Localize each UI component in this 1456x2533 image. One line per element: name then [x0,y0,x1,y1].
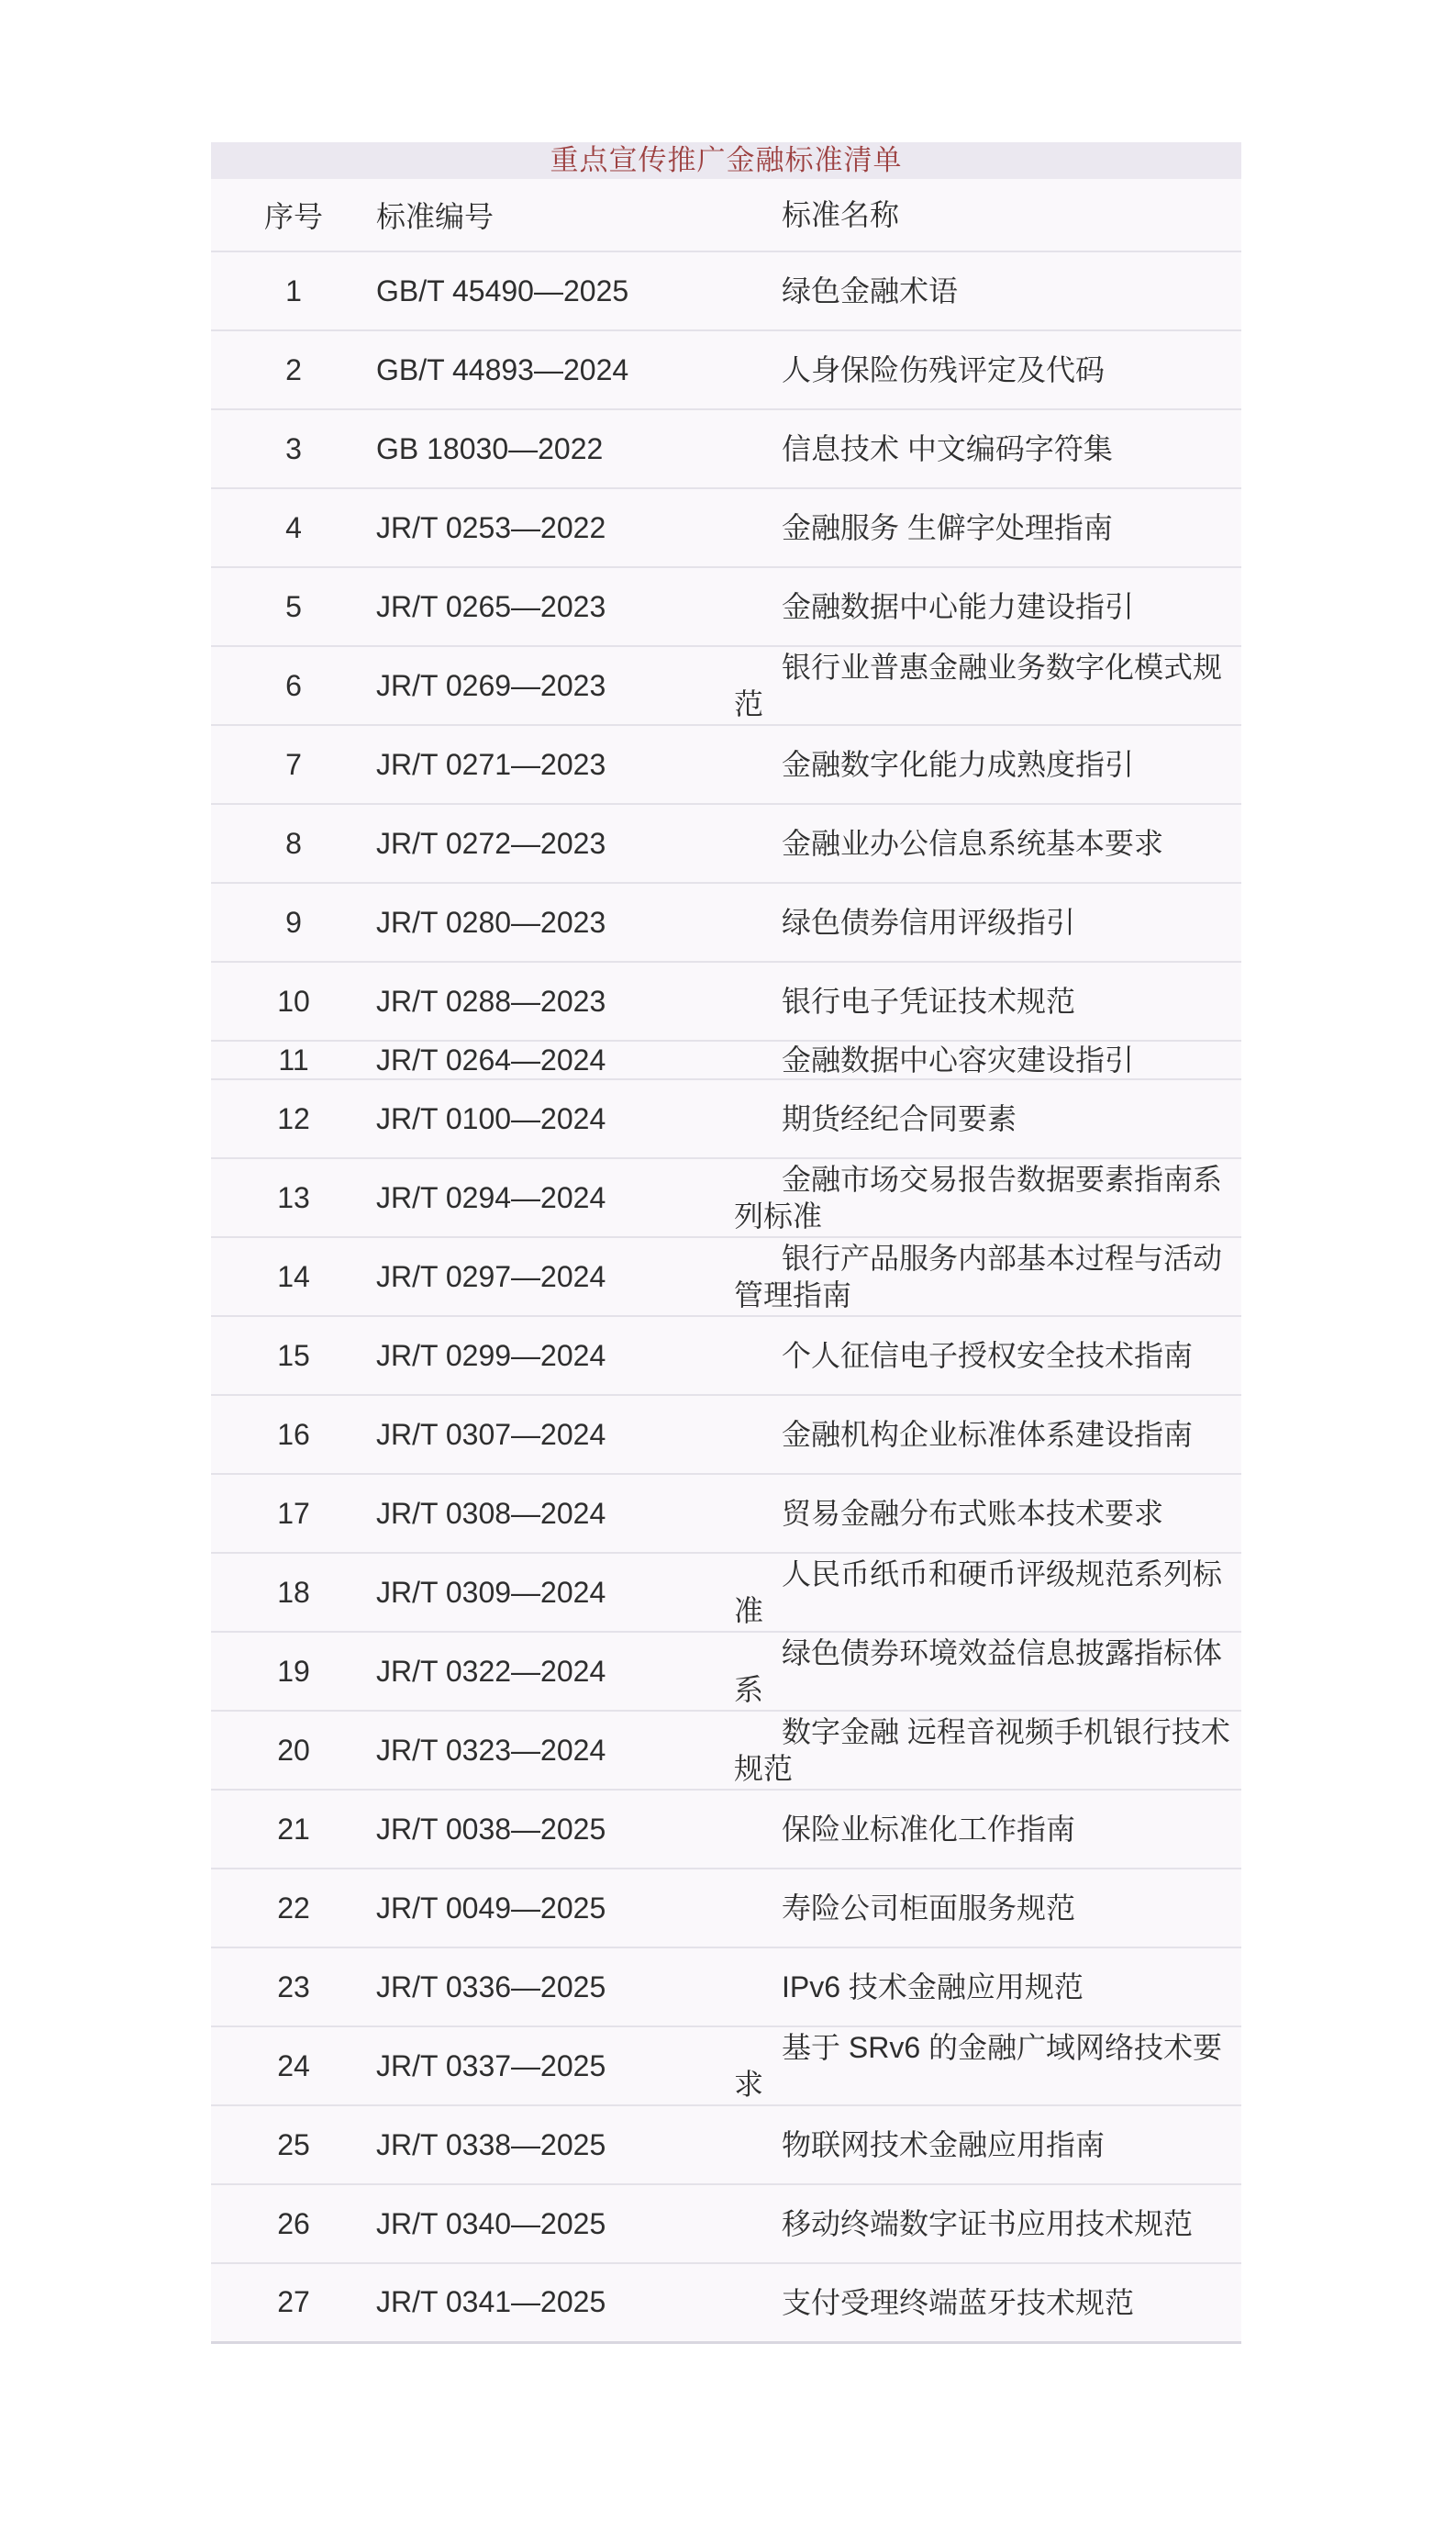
row-name: 物联网技术金融应用指南 [782,2128,1106,2161]
row-serial: 18 [277,1575,310,1609]
row-name: 金融市场交易报告数据要素指南系列标准 [734,1163,1223,1233]
row-code: JR/T 0297—2024 [376,1259,606,1293]
row-code: JR/T 0299—2024 [376,1338,606,1372]
header-code: 标准编号 [376,200,495,233]
table-title: 重点宣传推广金融标准清单 [211,142,1241,179]
row-code: JR/T 0038—2025 [376,1812,606,1846]
row-code: JR/T 0280—2023 [376,905,606,939]
row-code: JR/T 0265—2023 [376,589,606,623]
table-row [211,2105,1241,2184]
row-serial: 17 [277,1496,310,1530]
row-name: 绿色债券信用评级指引 [782,906,1076,939]
table-row [211,1395,1241,1474]
row-serial: 10 [277,984,310,1018]
row-name: 金融数据中心容灾建设指引 [782,1043,1135,1077]
table-row [211,883,1241,962]
row-code: JR/T 0323—2024 [376,1733,606,1767]
row-name: 寿险公司柜面服务规范 [782,1891,1076,1925]
row-code: JR/T 0294—2024 [376,1180,606,1214]
table-row [211,1632,1241,1711]
table-row [211,1947,1241,2026]
table-row [211,488,1241,567]
table-row [211,1711,1241,1790]
row-serial: 7 [285,747,302,781]
table-row [211,1158,1241,1237]
row-serial: 21 [277,1812,310,1846]
table-row [211,1041,1241,1079]
row-serial: 14 [277,1259,310,1293]
table-row [211,1790,1241,1869]
row-code: JR/T 0338—2025 [376,2127,606,2161]
table-row [211,1474,1241,1553]
standards-list [211,179,1241,2344]
row-code: GB 18030—2022 [376,431,604,465]
row-serial: 1 [285,273,302,307]
row-serial: 8 [285,826,302,860]
row-name: 绿色债券环境效益信息披露指标体系 [734,1636,1223,1706]
table-row [211,1316,1241,1395]
row-serial: 19 [277,1654,310,1688]
row-serial: 3 [285,431,302,465]
row-code: JR/T 0253—2022 [376,510,606,544]
row-serial: 6 [285,668,302,702]
table-row [211,2263,1241,2342]
row-serial: 2 [285,352,302,386]
row-serial: 25 [277,2127,310,2161]
row-serial: 16 [277,1417,310,1451]
table-row [211,1869,1241,1947]
row-serial: 5 [285,589,302,623]
row-name: 移动终端数字证书应用技术规范 [782,2207,1194,2240]
row-code: JR/T 0340—2025 [376,2206,606,2240]
table-row [211,1079,1241,1158]
row-name: 信息技术 中文编码字符集 [782,432,1113,465]
row-code: JR/T 0336—2025 [376,1969,606,2003]
header-row [211,179,1241,251]
row-name: 人身保险伤残评定及代码 [782,353,1106,386]
row-code: JR/T 0271—2023 [376,747,606,781]
row-name: 银行产品服务内部基本过程与活动管理指南 [734,1242,1223,1311]
row-name: 银行业普惠金融业务数字化模式规范 [734,651,1223,720]
row-serial: 27 [277,2285,310,2319]
table-row [211,251,1241,330]
row-serial: 4 [285,510,302,544]
table-row [211,409,1241,488]
table-row [211,725,1241,804]
table-row [211,646,1241,725]
row-name: 金融数据中心能力建设指引 [782,590,1135,623]
row-code: GB/T 45490—2025 [376,273,629,307]
row-code: JR/T 0269—2023 [376,668,606,702]
row-code: JR/T 0272—2023 [376,826,606,860]
row-code: JR/T 0264—2024 [376,1043,606,1077]
row-name: 支付受理终端蓝牙技术规范 [782,2285,1135,2319]
row-serial: 20 [277,1733,310,1767]
row-name: 人民币纸币和硬币评级规范系列标准 [734,1557,1223,1627]
row-name: IPv6 技术金融应用规范 [782,1970,1084,2003]
row-name: 银行电子凭证技术规范 [782,985,1076,1018]
row-name: 金融数字化能力成熟度指引 [782,748,1135,781]
table-row [211,567,1241,646]
row-serial: 13 [277,1180,310,1214]
header-name: 标准名称 [782,198,900,231]
row-serial: 23 [277,1969,310,2003]
row-code: JR/T 0100—2024 [376,1101,606,1135]
table-row [211,1553,1241,1632]
row-serial: 12 [277,1101,310,1135]
row-serial: 22 [277,1891,310,1925]
row-name: 金融业办公信息系统基本要求 [782,827,1164,860]
row-code: JR/T 0341—2025 [376,2285,606,2319]
row-serial: 9 [285,905,302,939]
standards-table [211,142,1241,2344]
table-row [211,962,1241,1041]
table-row [211,1237,1241,1316]
row-code: GB/T 44893—2024 [376,352,629,386]
table-row [211,2184,1241,2263]
row-serial: 24 [277,2048,310,2082]
row-name: 个人征信电子授权安全技术指南 [782,1339,1194,1372]
table-row [211,2026,1241,2105]
row-serial: 11 [278,1043,309,1077]
row-name: 期货经纪合同要素 [782,1102,1017,1135]
row-code: JR/T 0308—2024 [376,1496,606,1530]
row-name: 绿色金融术语 [782,274,959,307]
row-code: JR/T 0307—2024 [376,1417,606,1451]
row-name: 数字金融 远程音视频手机银行技术规范 [734,1715,1230,1785]
row-code: JR/T 0049—2025 [376,1891,606,1925]
row-name: 保险业标准化工作指南 [782,1813,1076,1846]
row-code: JR/T 0337—2025 [376,2048,606,2082]
row-name: 金融服务 生僻字处理指南 [782,511,1113,544]
row-code: JR/T 0288—2023 [376,984,606,1018]
row-code: JR/T 0309—2024 [376,1575,606,1609]
table-row [211,804,1241,883]
row-name: 基于 SRv6 的金融广域网络技术要求 [734,2031,1223,2101]
row-serial: 26 [277,2206,310,2240]
header-serial: 序号 [263,200,323,233]
row-name: 贸易金融分布式账本技术要求 [782,1497,1164,1530]
row-code: JR/T 0322—2024 [376,1654,606,1688]
table-row [211,330,1241,409]
row-serial: 15 [277,1338,310,1372]
row-name: 金融机构企业标准体系建设指南 [782,1418,1194,1451]
